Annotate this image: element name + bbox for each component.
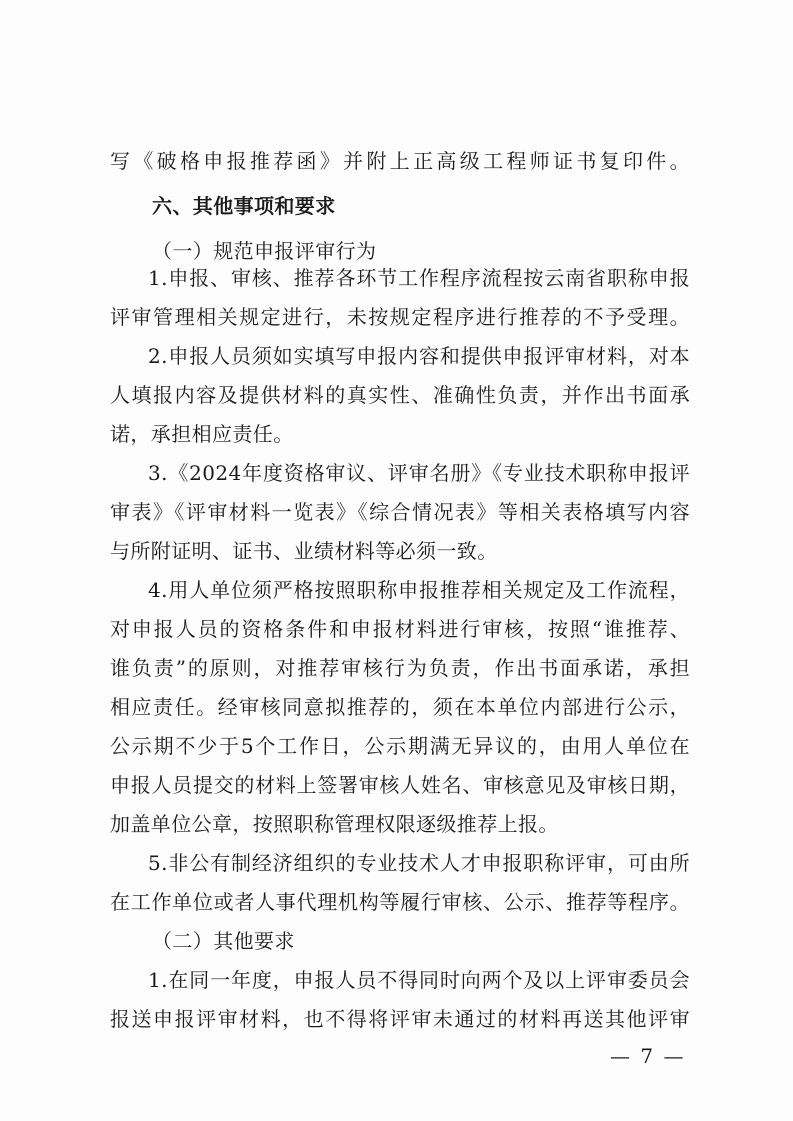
paragraph-line: 报送申报评审材料，也不得将评审未通过的材料再送其他评审 bbox=[110, 1007, 690, 1031]
paragraph-line: 诺，承担相应责任。 bbox=[110, 422, 294, 446]
paragraph-line: 1.申报、审核、推荐各环节工作程序流程按云南省职称申报 bbox=[148, 266, 690, 290]
paragraph-line: 3.《2024年度资格审议、评审名册》《专业技术职称申报评 bbox=[148, 461, 690, 485]
paragraph-line: 写《破格申报推荐函》并附上正高级工程师证书复印件。 bbox=[110, 149, 690, 173]
paragraph-line: 与所附证明、证书、业绩材料等必须一致。 bbox=[110, 539, 498, 563]
section-heading: 六、其他事项和要求 bbox=[152, 194, 336, 218]
paragraph-line: 4.用人单位须严格按照职称申报推荐相关规定及工作流程， bbox=[148, 578, 690, 602]
paragraph-line: 评审管理相关规定进行，未按规定程序进行推荐的不予受理。 bbox=[110, 305, 690, 329]
paragraph-line: 公示期不少于5个工作日，公示期满无异议的，由用人单位在 bbox=[110, 734, 690, 758]
paragraph-line: 申报人员提交的材料上签署审核人姓名、审核意见及审核日期， bbox=[110, 773, 690, 797]
paragraph-line: 2.申报人员须如实填写申报内容和提供申报评审材料，对本 bbox=[148, 344, 690, 368]
paragraph-line: 审表》《评审材料一览表》《综合情况表》等相关表格填写内容 bbox=[110, 500, 690, 524]
paragraph-line: 对申报人员的资格条件和申报材料进行审核，按照“谁推荐、 bbox=[110, 617, 690, 641]
paragraph-line: 加盖单位公章，按照职称管理权限逐级推荐上报。 bbox=[110, 812, 559, 836]
paragraph-line: 相应责任。经审核同意拟推荐的，须在本单位内部进行公示， bbox=[110, 695, 690, 719]
paragraph-line: 在工作单位或者人事代理机构等履行审核、公示、推荐等程序。 bbox=[110, 890, 690, 914]
paragraph-line: 人填报内容及提供材料的真实性、准确性负责，并作出书面承 bbox=[110, 383, 690, 407]
paragraph-line: 1.在同一年度，申报人员不得同时向两个及以上评审委员会 bbox=[148, 968, 690, 992]
subsection-heading: （二）其他要求 bbox=[152, 929, 295, 953]
paragraph-line: 5.非公有制经济组织的专业技术人才申报职称评审，可由所 bbox=[148, 851, 690, 875]
page-number: — 7 — bbox=[610, 1044, 686, 1068]
subsection-heading: （一）规范申报评审行为 bbox=[152, 239, 377, 263]
paragraph-line: 谁负责”的原则，对推荐审核行为负责，作出书面承诺，承担 bbox=[110, 656, 690, 680]
